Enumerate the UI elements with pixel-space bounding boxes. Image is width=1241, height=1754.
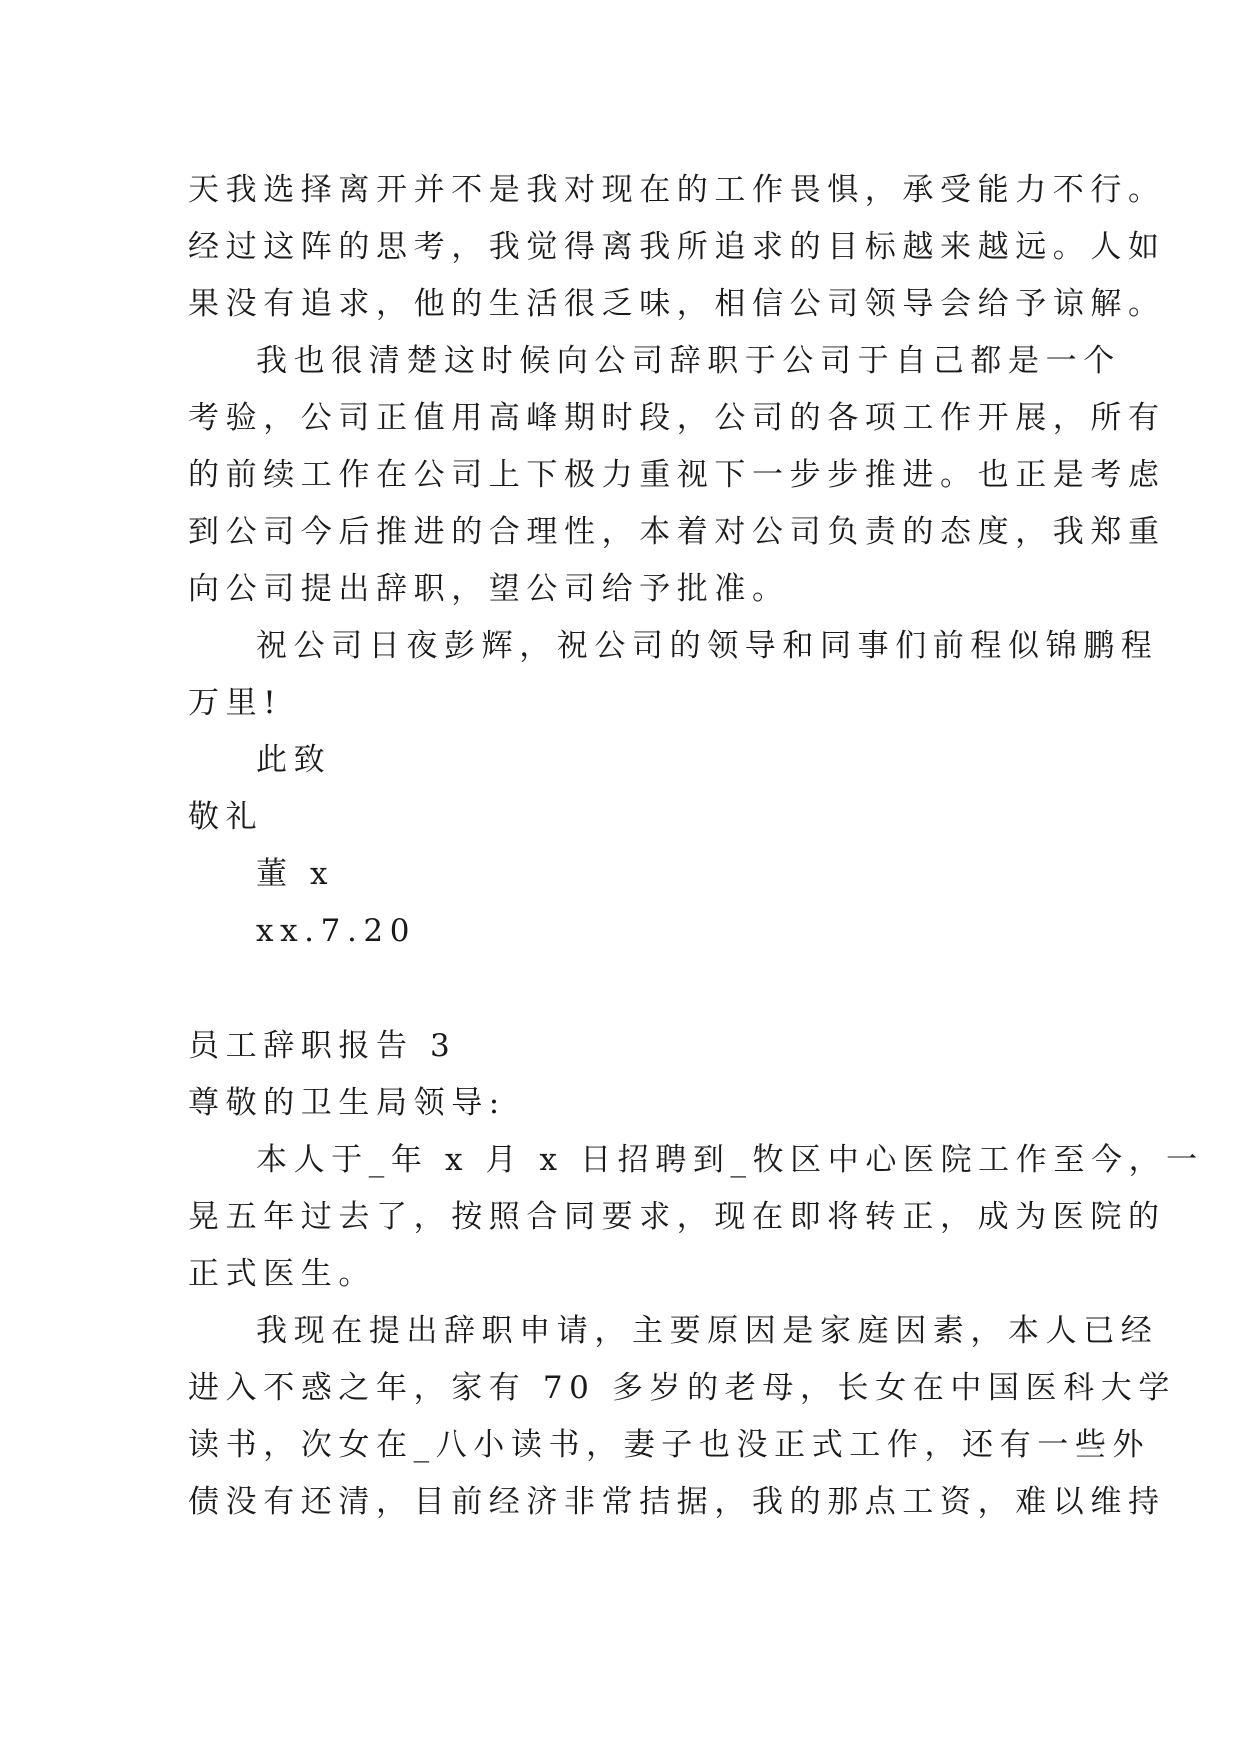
paragraph-line: 祝公司日夜彭辉，祝公司的领导和同事们前程似锦鹏程 — [256, 628, 1159, 664]
paragraph-line: 债没有还清，目前经济非常拮据，我的那点工资，难以维持 — [188, 1484, 1166, 1520]
letter-greeting: 尊敬的卫生局领导: — [188, 1085, 506, 1121]
paragraph-line: 天我选择离开并不是我对现在的工作畏惧，承受能力不行。 — [188, 172, 1166, 208]
paragraph-line: 的前续工作在公司上下极力重视下一步步推进。也正是考虑 — [188, 457, 1166, 493]
paragraph-line: 我现在提出辞职申请，主要原因是家庭因素，本人已经 — [256, 1313, 1159, 1349]
paragraph-line: 进入不惑之年，家有 70 多岁的老母，长女在中国医科大学 — [188, 1370, 1176, 1406]
paragraph-line: 考验，公司正值用高峰期时段，公司的各项工作开展，所有 — [188, 400, 1166, 436]
paragraph-line: 向公司提出辞职，望公司给予批准。 — [188, 571, 790, 607]
section-title: 员工辞职报告 3 — [188, 1028, 457, 1064]
paragraph-line: 读书，次女在_八小读书，妻子也没正式工作，还有一些外 — [188, 1427, 1151, 1463]
paragraph-line: 到公司今后推进的合理性，本着对公司负责的态度，我郑重 — [188, 514, 1166, 550]
paragraph-line: 晃五年过去了，按照合同要求，现在即将转正，成为医院的 — [188, 1199, 1166, 1235]
paragraph-line: 本人于_年 x 月 x 日招聘到_牧区中心医院工作至今，一 — [256, 1142, 1204, 1178]
paragraph-line: 经过这阵的思考，我觉得离我所追求的目标越来越远。人如 — [188, 229, 1166, 265]
signature-name: 董 x — [256, 856, 335, 892]
paragraph-line: 万里! — [188, 685, 283, 721]
paragraph-line: 我也很清楚这时候向公司辞职于公司于自己都是一个 — [256, 343, 1121, 379]
closing-regards: 敬礼 — [188, 799, 264, 835]
paragraph-line: 正式医生。 — [188, 1256, 376, 1292]
signature-date: xx.7.20 — [256, 913, 417, 949]
paragraph-line: 果没有追求，他的生活很乏味，相信公司领导会给予谅解。 — [188, 286, 1166, 322]
closing-salutation: 此致 — [256, 742, 332, 778]
